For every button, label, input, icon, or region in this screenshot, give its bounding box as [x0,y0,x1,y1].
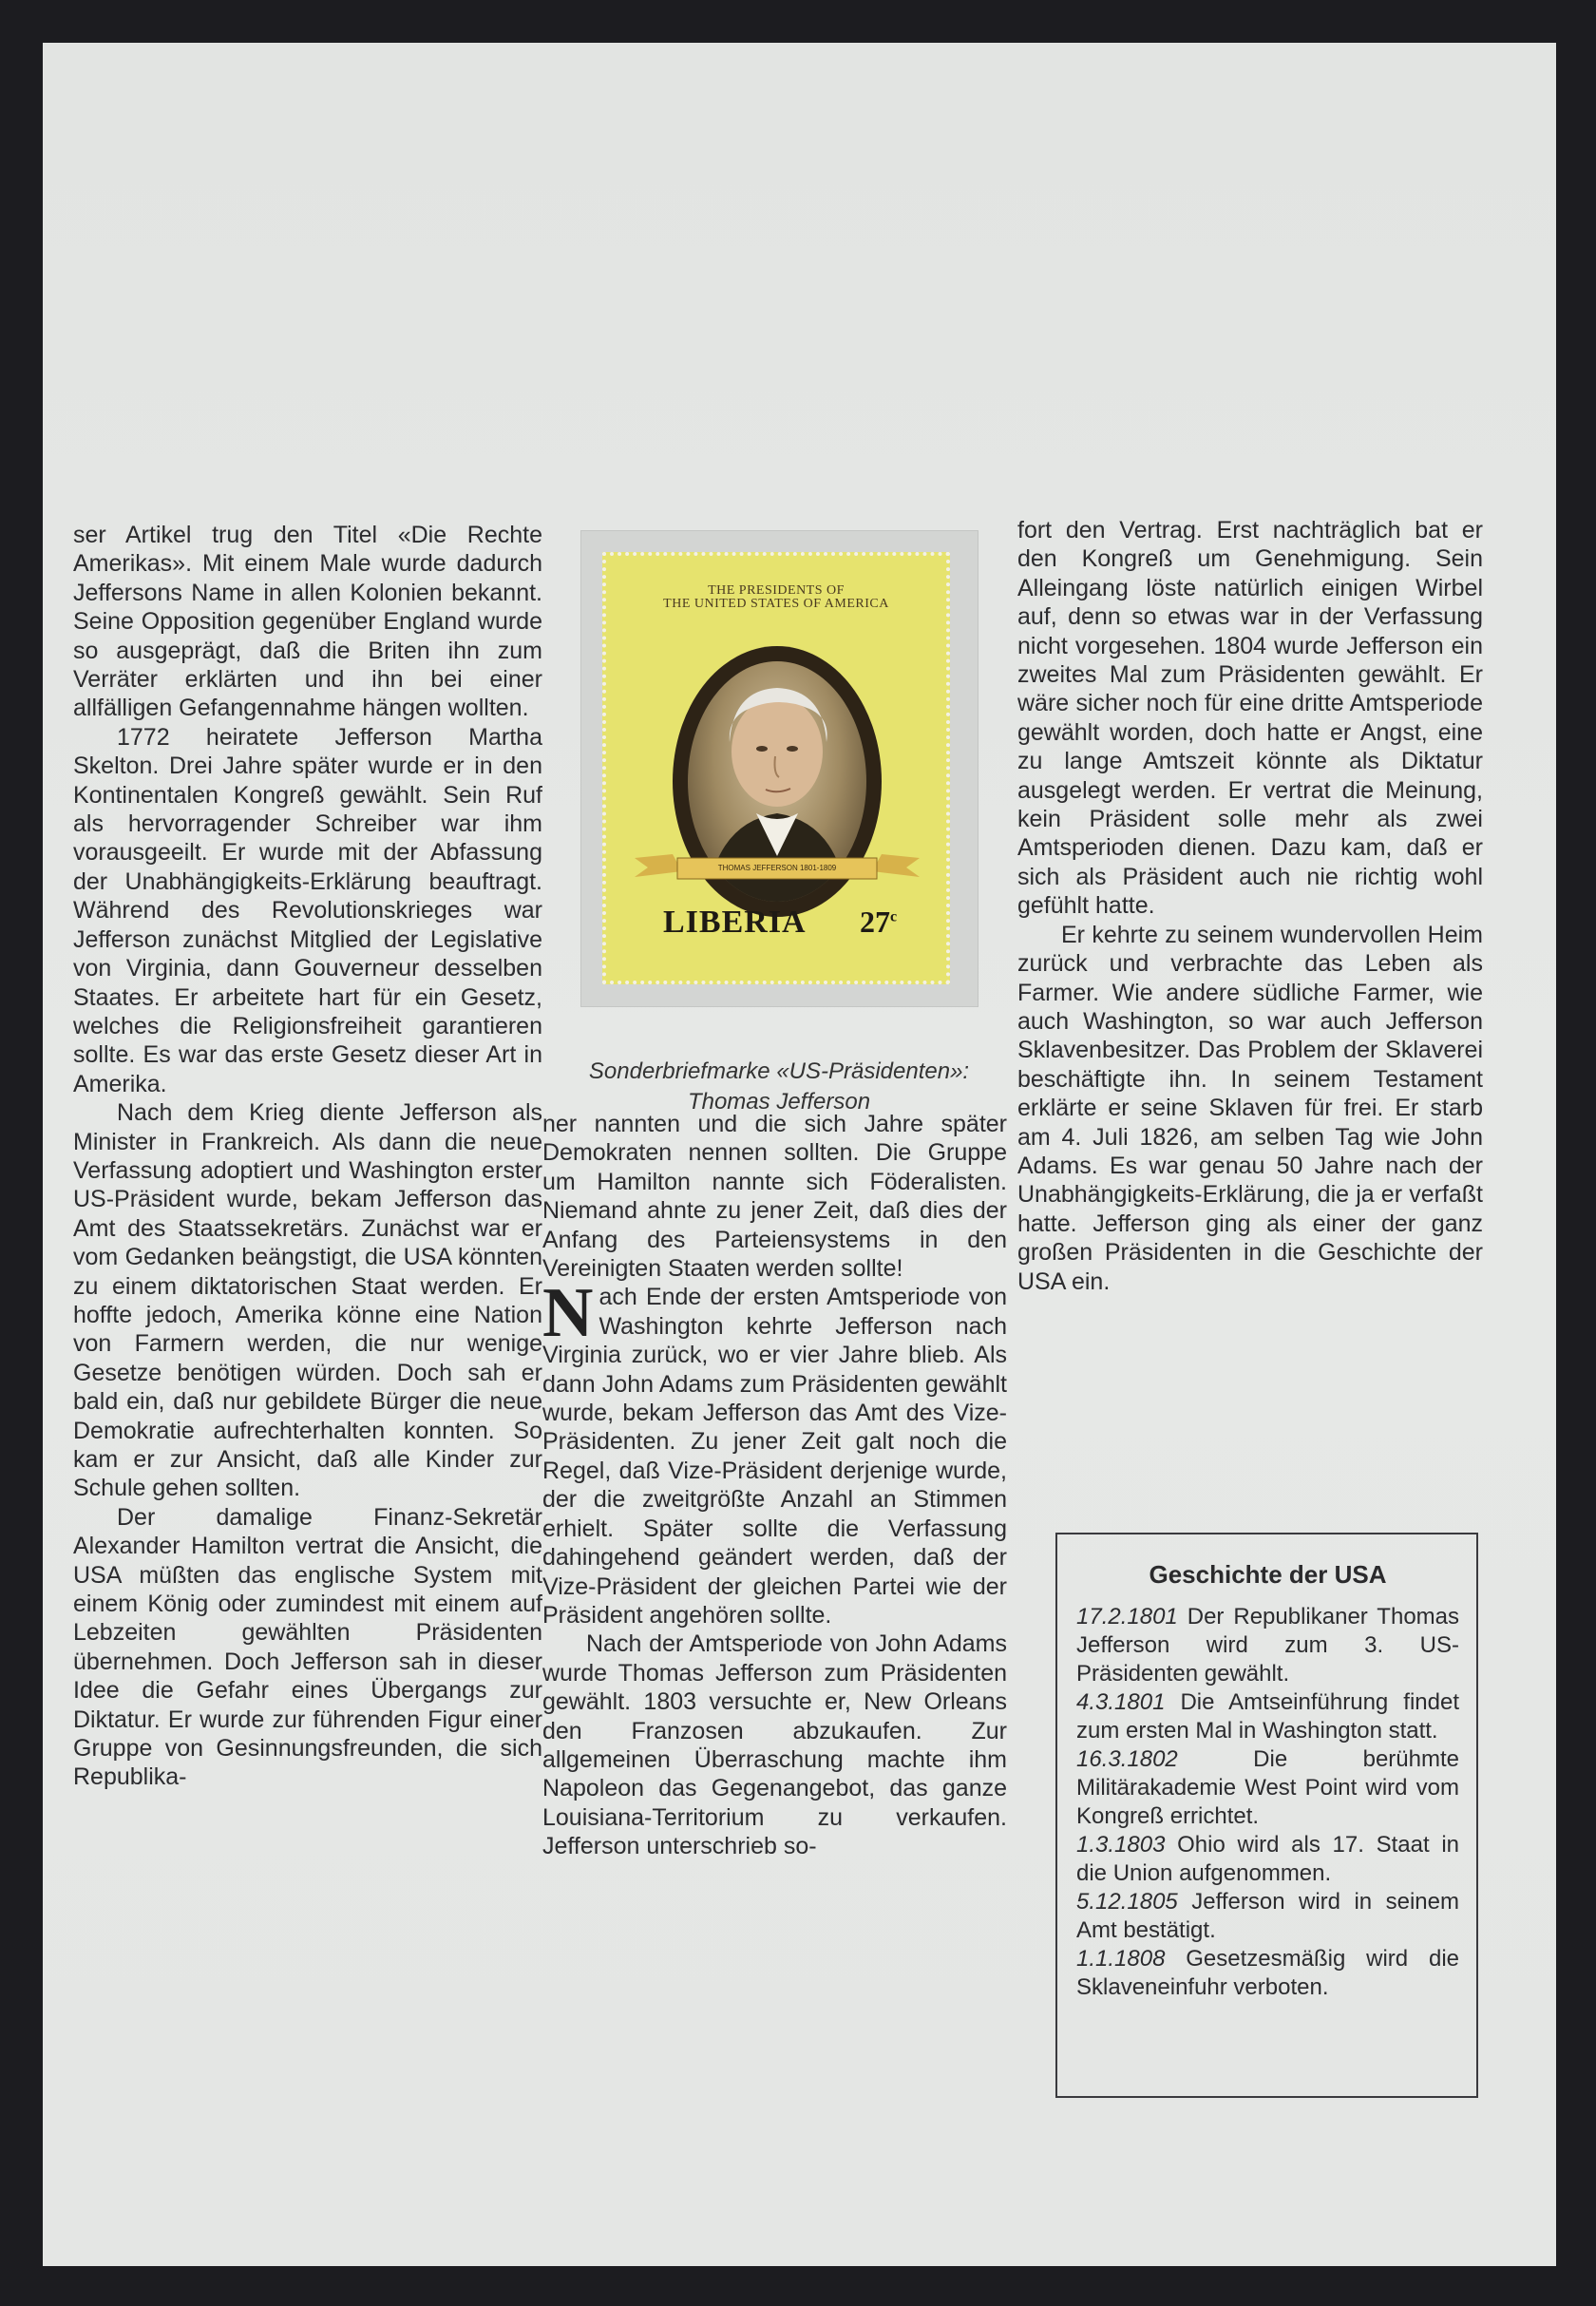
caption-line2: Thomas Jefferson [687,1089,871,1115]
paragraph: fort den Vertrag. Erst nachträglich bat er den Kongreß um Genehmigung. Sein Alleingang löste natürlich einigen Wirbel auf, denn so etwas war in der Verfassung nicht vorgesehen. 1804 wurde Jefferson ein zweites Mal zum Präsidenten gewählt. Er wäre sicher noch für eine dritte Amtsperiode gewählt worden, doch hatte er Angst, eine zu lange Amtszeit könnte als Diktatur ausgelegt werden. Er vertrat die Meinung, kein Präsident solle mehr als zwei Amtsperioden dienen. Dazu kam, daß er sich als Präsident auch nie richtig wohl gefühlt hatte. [1017,517,1483,920]
history-entry [1076,1688,1459,1745]
paragraph: ser Artikel trug den Titel «Die Rechte Amerikas». Mit einem Male wurde dadurch Jeffersons Name in allen Kolonien bekannt. Seine Opposition gegenüber England wurde so ausgeprägt, daß die Briten ihn zum Verräter erklärten und ihn bei einer allfälligen Gefangennahme hängen wollten. [73,522,542,722]
history-entry [1076,1603,1459,1688]
history-date: 16.3.1802 [1076,1746,1178,1772]
stamp-header-line2: THE UNITED STATES OF AMERICA [663,597,889,611]
history-text: Gesetzesmäßig wird die Sklaveneinfuhr verboten. [1076,1946,1459,2000]
history-text: Ohio wird als 17. Staat in die Union aufgenommen. [1076,1832,1459,1886]
stamp-header [606,584,946,611]
stamp-value-number: 27 [860,905,890,939]
history-text: Der Republikaner Thomas Jefferson wird zum 3. US-Präsidenten gewählt. [1076,1604,1459,1687]
paragraph: Der damalige Finanz-Sekretär Alexander Hamilton vertrat die Ansicht, die USA müßten das englische System mit einem König oder zumindest mit einem auf Lebzeiten gewählten Präsidenten übernehmen. Doch Jefferson sah in dieser Idee die Gefahr eines Übergangs zur Diktatur. Er wurde zur führenden Figur einer Gruppe von Gesinnungsfreunden, die sich Republika- [73,1503,542,1791]
stamp-banner [635,852,920,883]
history-entry [1076,1745,1459,1831]
history-date: 4.3.1801 [1076,1689,1166,1715]
history-date: 17.2.1801 [1076,1604,1178,1629]
history-entry [1076,1831,1459,1888]
stamp-value [860,905,897,940]
stamp-value-unit: c [890,908,898,925]
text-column-right [1017,516,1483,1296]
stamp-banner-text: THOMAS JEFFERSON 1801-1809 [717,864,837,872]
text-column-left [73,521,542,1792]
stamp-header-line1: THE PRESIDENTS OF [708,583,845,598]
paragraph: ner nannten und die sich Jahre später Demokraten nennen sollten. Die Gruppe um Hamilton nannte sich Föderalisten. Niemand ahnte zu jener Zeit, daß dies der Anfang des Parteiensystems in den Vereinigten Staaten werden sollte! [542,1111,1007,1283]
drop-cap: N [542,1274,594,1353]
history-text: Die berühmte Militärakademie West Point wird vom Kongreß errichtet. [1076,1746,1459,1829]
history-entry [1076,1888,1459,1945]
history-date: 1.3.1803 [1076,1832,1166,1858]
stamp-liberia-jefferson [602,552,950,984]
paragraph: Er kehrte zu seinem wundervollen Heim zurück und verbrachte das Leben als Farmer. Wie andere südliche Farmer, wie auch Washington, so war auch Jefferson Sklavenbesitzer. Das Problem der Sklaverei beschäftigte ihn. In seinem Testament erklärte er seine Sklaven für frei. Er starb am 4. Juli 1826, am selben Tag wie John Adams. Es war genau 50 Jahre nach der Unabhängigkeits-Erklärung, die ja er verfaßt hatte. Jefferson ging als einer der ganz großen Präsidenten in die Geschichte der USA ein. [1017,921,1483,1295]
stamp-caption [570,1057,988,1117]
paragraph-text: ach Ende der ersten Amtsperiode von Washington kehrte Jefferson nach Virginia zurück, wo er vier Jahre blieb. Als dann John Adams zum Präsidenten gewählt wurde, bekam Jefferson das Amt des Vize-Präsidenten. Zu jener Zeit galt noch die Regel, daß Vize-Präsident derjenige wurde, der die zweitgrößte Anzahl an Stimmen erhielt. Später sollte die Verfassung dahingehend geändert werden, daß der Vize-Präsident der gleichen Partei wie der Präsident angehören sollte. [542,1284,1007,1629]
history-box [1055,1533,1478,2098]
paragraph: Nach dem Krieg diente Jefferson als Minister in Frankreich. Als dann die neue Verfassung adoptiert und Washington erster US-Präsident wurde, bekam Jefferson das Amt des Staatssekretärs. Zunächst war er vom Gedanken beängstigt, die USA könnten zu einem diktatorischen Staat werden. Er hoffte jedoch, Amerika könne eine Nation von Farmern werden, die nur wenige Gesetze benötigen würden. Doch sah er bald ein, daß nur gebildete Bürger die neue Demokratie aufrechterhalten konnten. So kam er zur Ansicht, daß alle Kinder zur Schule gehen sollten. [73,1099,542,1502]
stamp-mount [580,530,978,1007]
history-text: Jefferson wird in seinem Amt bestätigt. [1076,1889,1459,1943]
history-entry [1076,1945,1459,2002]
caption-line1: Sonderbriefmarke «US-Präsidenten»: [588,1058,970,1084]
history-date: 5.12.1805 [1076,1889,1178,1915]
paragraph-dropcap [542,1274,1007,1629]
paragraph: 1772 heiratete Jefferson Martha Skelton. Drei Jahre später wurde er in den Kontinentalen Kongreß gewählt. Sein Ruf als hervorragender Schreiber war ihm vorausgeeilt. Er wurde mit der Abfassung der Unabhängigkeits-Erklärung beauftragt. Während des Revolutionskrieges war Jefferson zunächst Mitglied der Legislative von Virginia, dann Gouverneur desselben Staates. Er arbeitete hart für ein Gesetz, welches die Religionsfreiheit garantieren sollte. Es war das erste Gesetz dieser Art in Amerika. [73,723,542,1097]
history-box-title: Geschichte der USA [1149,1560,1387,1589]
text-column-middle [542,1110,1007,1861]
stamp-country: LIBERIA [663,905,807,940]
history-text: Die Amtseinführung findet zum ersten Mal in Washington statt. [1076,1689,1459,1744]
history-date: 1.1.1808 [1076,1946,1166,1972]
paragraph: Nach der Amtsperiode von John Adams wurde Thomas Jefferson zum Präsidenten gewählt. 1803 versuchte er, New Orleans den Franzosen abzukaufen. Zur allgemeinen Überraschung machte ihm Napoleon das Gegenangebot, das ganze Louisiana-Territorium zu verkaufen. Jefferson unterschrieb so- [542,1630,1007,1860]
